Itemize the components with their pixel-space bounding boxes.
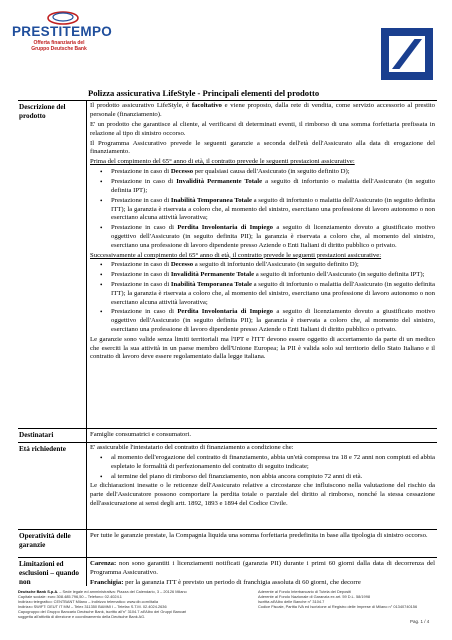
section-intro-under-65: Prima del compimento del 65° anno di età, il contratto prevede le seguenti prestazioni assicurative: bbox=[90, 158, 355, 166]
table-top-border bbox=[18, 100, 437, 101]
descrizione-content bbox=[90, 102, 435, 363]
column-divider bbox=[86, 100, 87, 586]
list-item: • al termine del piano di rimborso del finanziamento, non abbia ancora compiuto 72 anni di età. bbox=[102, 473, 435, 482]
limitazioni-content bbox=[90, 560, 435, 589]
list-item: • Prestazione in caso di Perdita Involontaria di Impiego a seguito di licenziamento dovuto a giustificato motivo oggettivo dell'Assicurato (in seguito definita PII); la garanzia è riservata a coloro che, al momento del sinistro, esercitano una professione di lavoro dipendente presso Aziende o Enti Italiani di diritto pubblico o privato. bbox=[102, 308, 435, 334]
eta-intro: E' assicurabile l'intestatario del contratto di finanziamento a condizione che: bbox=[90, 444, 294, 451]
descrizione-paragraph: E' un prodotto che garantisce al cliente, al verificarsi di determinati eventi, il rimborso di una somma forfettaria prefissata in relazione al tipo di sinistro occorso. bbox=[90, 120, 435, 137]
section-intro-over-65: Successivamente al compimento del 65° anno di età, il contratto prevede le seguenti prestazioni assicurative: bbox=[90, 251, 382, 259]
row-label-eta: Età richiedente bbox=[19, 445, 66, 453]
row-label-destinatari: Destinatari bbox=[19, 431, 54, 439]
descrizione-paragraph: Il prodotto assicurativo LifeStyle, è facoltativo e viene proposto, dalla rete di vendita, come servizio accessorio al prestito personale (finanziamento). bbox=[90, 102, 435, 118]
logo-swirl-icon bbox=[46, 6, 80, 26]
list-item: • Prestazione in caso di Inabilità Temporanea Totale a seguito di infortunio o malattia dell'Assicurato (in seguito definita ITT); la garanzia è riservata a coloro che, al momento del sinistro, esercitano una professione di lavoro autonomo o non esercitano alcuna attività lavorativa; bbox=[102, 281, 435, 307]
list-item: • Prestazione in caso di Inabilità Temporanea Totale a seguito di infortunio o malattia dell'Assicurato (in seguito definita ITT); la garanzia è riservata a coloro che, al momento del sinistro, esercitano una professione di lavoro autonomo o non esercitano alcuna attività lavorativa; bbox=[102, 197, 435, 223]
row-divider bbox=[18, 428, 437, 429]
franchigia-paragraph: Franchigia: per la garanzia ITT è previsto un periodo di franchigia assoluta di 60 giorni, che decorre bbox=[90, 578, 361, 586]
deutsche-bank-logo-icon bbox=[381, 28, 433, 80]
list-item: • Prestazione in caso di Perdita Involontaria di Impiego a seguito di licenziamento dovuto a giustificato motivo oggettivo dell'Assicurato (in seguito definita PII); la garanzia è riservata a coloro che, al momento del sinistro, esercitano una professione di lavoro dipendente presso Aziende o Enti Italiani di diritto pubblico o privato. bbox=[102, 224, 435, 250]
list-item: • Prestazione in caso di Decesso a seguito di infortunio dell'Assicurato (in seguito definito D); bbox=[102, 261, 435, 270]
list-item: • al momento dell'erogazione del contratto di finanziamento, abbia un'età compresa tra 18 e 72 anni non compiuti ed abbia espletato le formalità di perfezionamento del contratto di seguito indicate; bbox=[102, 454, 435, 472]
descrizione-paragraph: Il Programma Assicurativo prevede le seguenti garanzie a seconda dell'età dell'Assicurato alla data di erogazione del finanziamento. bbox=[90, 139, 435, 156]
document-title: Polizza assicurativa LifeStyle - Principali elementi del prodotto bbox=[88, 88, 320, 98]
carenza-paragraph: Carenza: non sono garantiti i licenziamenti notificati (garanzia PII) durante i primi 60 giorni dalla data di decorrenza del Programma Assicurativo. bbox=[90, 560, 435, 576]
row-divider bbox=[18, 557, 437, 558]
brand-subtitle: Offerta finanziaria del Gruppo Deutsche Bank bbox=[31, 40, 87, 52]
row-label-limitazioni: Limitazioni ed esclusioni – quando non bbox=[19, 560, 79, 587]
row-divider bbox=[18, 529, 437, 530]
operativita-content: Per tutte le garanzie prestate, la Compagnia liquida una somma forfettaria predefinita in base alla tipologia di sinistro occorso. bbox=[90, 532, 428, 539]
footer-right: Aderente al Fondo Interbancario di Tutela dei Depositi Aderente al Fondo Nazionale di Garanzia ex art. 59 D.L. 58/1998 Iscritta all'Albo delle Banche n° 3104.7 Codice Fiscale, Partita IVA ed Iscrizione al Registro delle Imprese di Milano n° 01340740156 bbox=[258, 589, 418, 609]
eta-content bbox=[90, 444, 435, 510]
footer-left: Deutsche Bank S.p.A. – Sede legale ed amministrativa: Piazza del Calendario, 3 – 20126 Milano Capitale sociale: euro 308.485.796,50 – Telefono: 02.4024.1 Indirizzo telegrafico: CENTBANT Milano – Indirizzo telematico: www.db.com/italia Indirizzo SWIFT: DEUT IT MM – Telex 311350 BAMMI I – Telefax S.T.M. 02.4024.2636 Capogruppo del Gruppo Bancario Deutsche Bank, iscritto all'n° 3104.7 all'Albo dei Gruppi Bancari soggetta all'attività di direzione e coordinamento della Deutsche Bank AG. bbox=[18, 589, 187, 619]
coverage-list-over-65 bbox=[90, 261, 435, 334]
brand-name: PRESTITEMPO bbox=[12, 24, 113, 39]
coverage-list-under-65 bbox=[90, 168, 435, 250]
descrizione-paragraph: Le garanzie sono valide senza limiti territoriali ma l'IPT e l'ITT devono essere oggetto di accertamento da parte di un medico che eserciti la sua attività in un paese membro dell'Unione Europea; la PII è valida solo sul territorio dello Stato Italiano e il contratto di lavoro deve essere regolamentato dalla legge italiana. bbox=[90, 335, 435, 361]
list-item: • Prestazione in caso di Invalidità Permanente Totale a seguito di infortunio o malattia dell'Assicurato (in seguito definita IPT); bbox=[102, 178, 435, 196]
list-item: • Prestazione in caso di Invalidità Permanente Totale a seguito di infortunio dell'Assicurato (in seguito definita IPT); bbox=[102, 271, 435, 280]
eta-paragraph: Le dichiarazioni inesatte o le reticenze dell'Assicurato relative a circostanze che influiscono nella valutazione del rischio da parte dell'Assicuratore possono comportare la perdita totale o parziale del diritto al rimborso, nonché la stessa cessazione dell'assicurazione ai sensi degli artt. 1892, 1893 e 1894 del Codice Civile. bbox=[90, 482, 435, 507]
row-divider bbox=[18, 442, 437, 443]
row-label-operativita: Operatività delle garanzie bbox=[19, 532, 71, 550]
list-item: • Prestazione in caso di Decesso per qualsiasi causa dell'Assicurato (in seguito definito D); bbox=[102, 168, 435, 177]
page-number: Pag. 1 / 4 bbox=[410, 619, 430, 624]
row-label-descrizione: Descrizione del prodotto bbox=[19, 103, 66, 121]
eta-conditions-list bbox=[90, 454, 435, 481]
destinatari-content: Famiglie consumatrici e consumatori. bbox=[90, 431, 192, 438]
